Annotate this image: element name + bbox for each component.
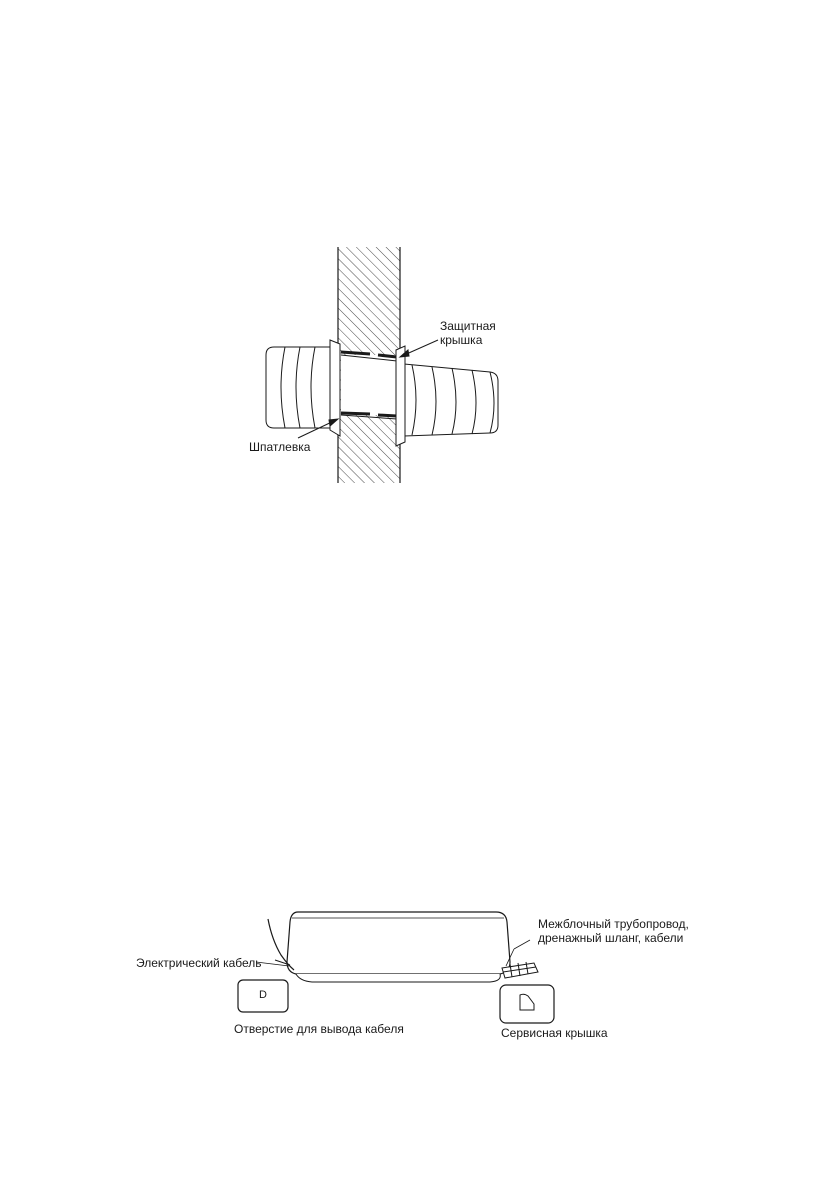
putty-label: Шпатлевка — [249, 440, 311, 454]
left-hose — [266, 347, 330, 428]
cable-hole-mark: D — [259, 989, 267, 1001]
pipe-bundle-label-2: дренажный шланг, кабели — [538, 931, 684, 945]
cable-hole-label: Отверстие для вывода кабеля — [234, 1022, 404, 1036]
protective-cover-label-1: Защитная — [440, 319, 496, 333]
indoor-unit — [287, 912, 510, 982]
service-cover — [500, 985, 554, 1023]
pipe-bundle-label-1: Межблочный трубопровод, — [538, 917, 689, 931]
wall-sleeve — [341, 355, 397, 415]
service-cover-label: Сервисная крышка — [501, 1026, 608, 1040]
right-hose — [404, 364, 498, 436]
protective-cover-label-2: крышка — [440, 333, 483, 347]
electrical-cable-label: Электрический кабель — [136, 956, 262, 970]
protective-cover — [396, 346, 405, 446]
